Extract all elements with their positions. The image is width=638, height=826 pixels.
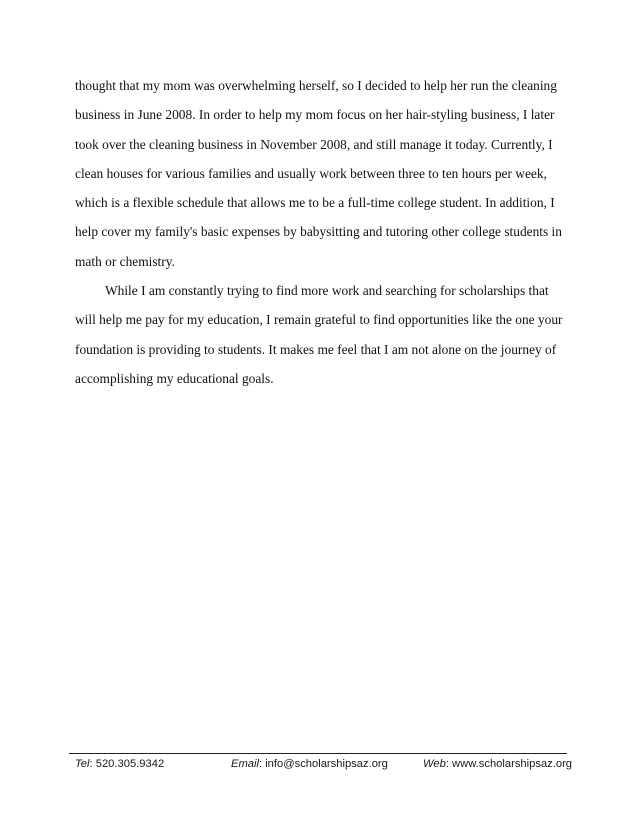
body-line: accomplishing my educational goals. (75, 370, 274, 386)
paragraph-first-line: While I am constantly trying to find more work and searching for scholarships that (105, 283, 549, 299)
page-footer (75, 758, 573, 776)
footer-email-label: Email (231, 758, 259, 770)
body-line: help cover my family's basic expenses by babysitting and tutoring other college students in (75, 224, 562, 240)
footer-phone-value: : 520.305.9342 (89, 758, 165, 770)
footer-email-value[interactable]: : info@scholarshipsaz.org (258, 758, 388, 770)
body-line: took over the cleaning business in November 2008, and still manage it today. Currently, I (75, 136, 553, 152)
body-line: will help me pay for my education, I remain grateful to find opportunities like the one your (75, 312, 563, 328)
footer-phone (75, 758, 164, 770)
body-line: which is a flexible schedule that allows me to be a full-time college student. In addition, I (75, 195, 555, 211)
letter-body (75, 71, 575, 393)
body-line: math or chemistry. (75, 253, 175, 269)
footer-website-value[interactable]: : www.scholarshipsaz.org (445, 758, 573, 770)
body-line: business in June 2008. In order to help my mom focus on her hair-styling business, I later (75, 107, 555, 123)
footer-email[interactable] (231, 758, 388, 770)
footer-website[interactable] (423, 758, 572, 770)
footer-phone-label: Tel (75, 758, 90, 770)
body-line: thought that my mom was overwhelming herself, so I decided to help her run the cleaning (75, 78, 557, 93)
body-line: foundation is providing to students. It makes me feel that I am not alone on the journey of (75, 341, 557, 357)
footer-website-label: Web (423, 758, 446, 770)
footer-divider (69, 753, 567, 754)
body-line: clean houses for various families and usually work between three to ten hours per week, (75, 165, 547, 181)
